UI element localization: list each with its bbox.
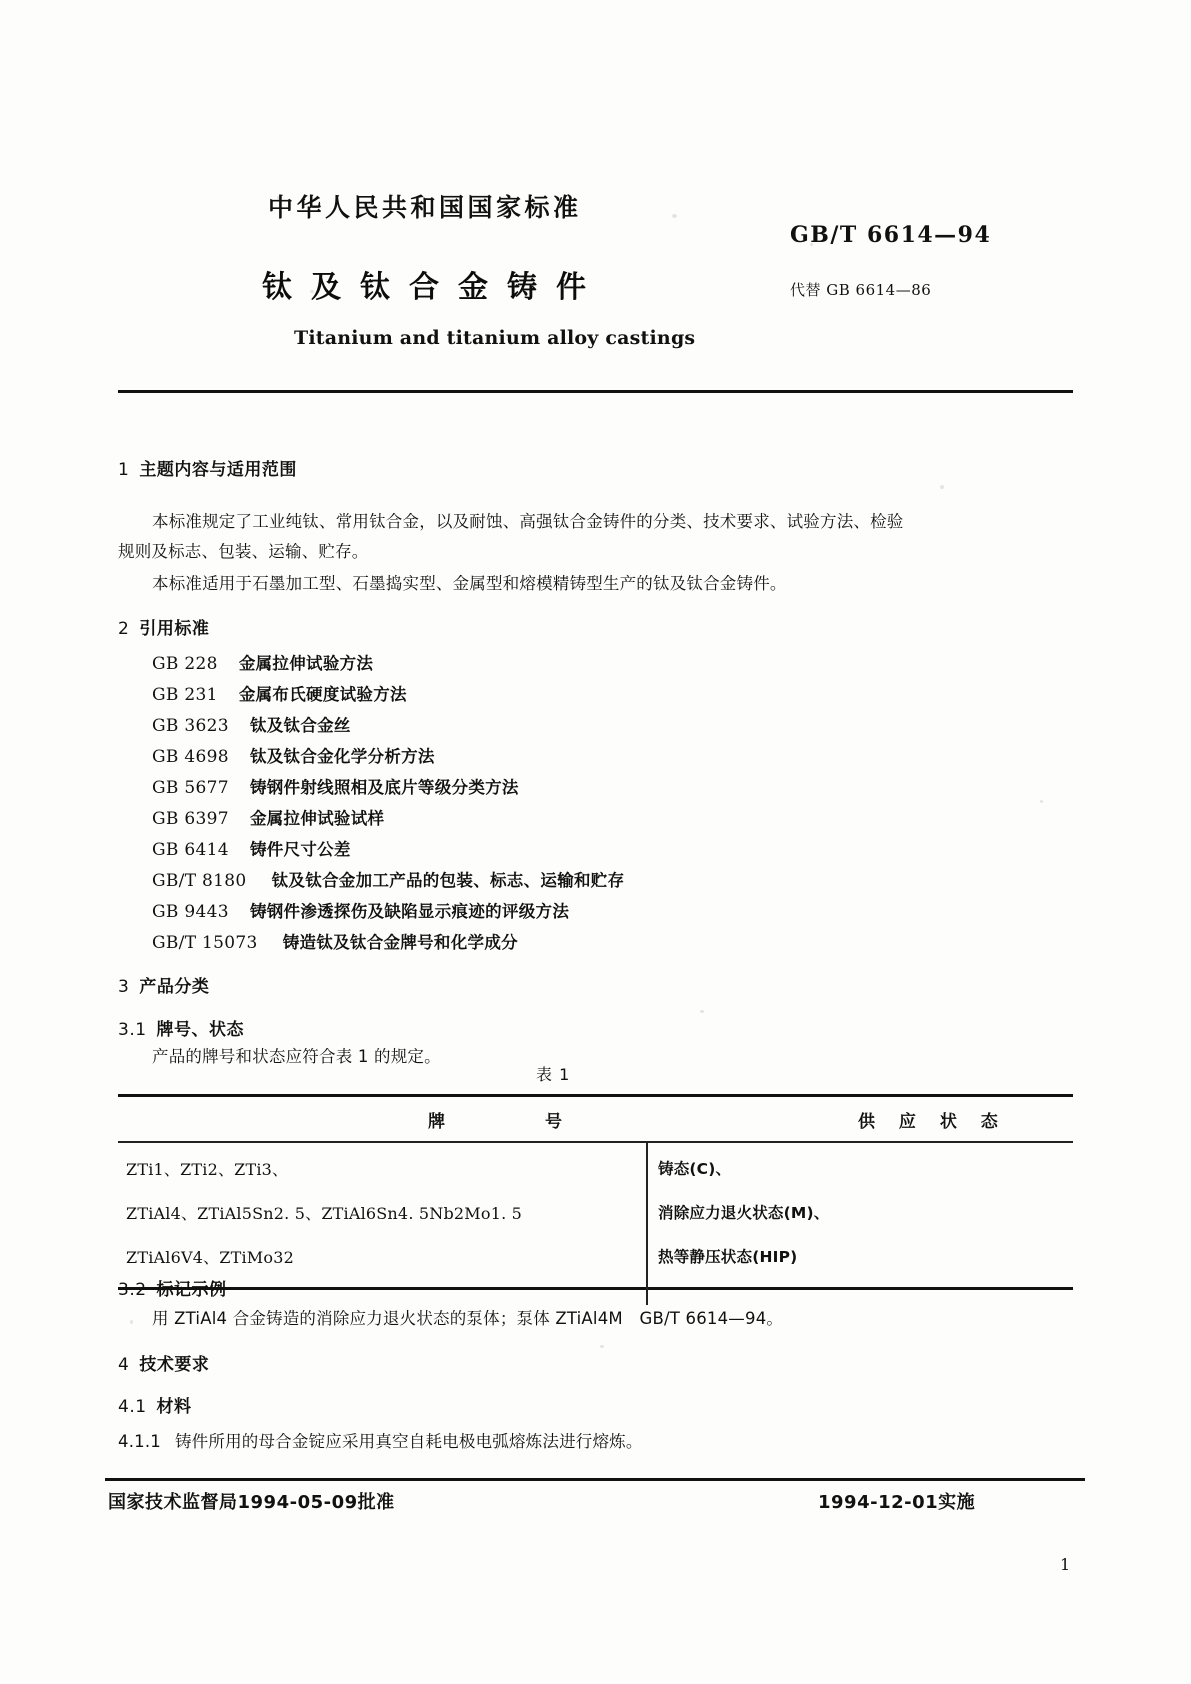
replaces-note: 代替 GB 6614—86 [790,281,932,299]
reference-code: GB 6414 [152,840,229,860]
scan-speck [600,1345,604,1348]
reference-code: GB 5677 [152,778,229,798]
section-number-3-2: 3.2 [118,1280,147,1300]
reference-item [152,650,373,674]
scan-speck [700,1010,704,1013]
section-title-3-2: 标记示例 [156,1280,227,1300]
reference-item [152,712,351,736]
reference-code: GB 6397 [152,809,229,829]
section3-2-paragraph: 用 ZTiAl4 合金铸造的消除应力退火状态的泵体；泵体 ZTiAl4M GB/T 6614—94。 [152,1309,784,1328]
reference-name: 金属拉伸试验方法 [238,654,374,673]
table-cell-state: 消除应力退火状态(M)、 [658,1203,830,1222]
reference-code: GB 3623 [152,716,229,736]
section-heading-4-1 [118,1392,192,1417]
implementation-date: 1994-12-01实施 [818,1492,976,1513]
page-title-english: Titanium and titanium alloy castings [294,327,696,349]
table-cell-grade: ZTiAl6V4、ZTiMo32 [126,1247,294,1267]
reference-item [152,929,518,953]
header-divider [118,390,1073,393]
section1-paragraph1-line1: 本标准规定了工业纯钛、常用钛合金，以及耐蚀、高强钛合金铸件的分类、技术要求、试验方法、检验 [152,512,904,531]
table1 [118,1094,1073,1290]
table-body [118,1143,1073,1267]
reference-item [152,681,407,705]
section-title-3-1: 牌号、状态 [156,1020,245,1040]
national-standard-label: 中华人民共和国国家标准 [268,193,582,222]
column-header-grade: 牌 号 [428,1112,584,1132]
section-heading-4 [118,1350,209,1375]
section-title-4: 技术要求 [139,1355,210,1375]
table1-caption: 表 1 [536,1065,571,1084]
reference-name: 钛及钛合金丝 [249,716,351,735]
scan-speck [672,214,677,218]
reference-item [152,774,519,798]
standard-number: GB/T 6614—94 [790,222,992,248]
scan-speck [1040,800,1043,803]
reference-name: 铸钢件射线照相及底片等级分类方法 [249,778,519,797]
approval-authority: 国家技术监督局1994-05-09批准 [108,1492,395,1513]
reference-name: 金属布氏硬度试验方法 [238,685,407,704]
section-number-4: 4 [118,1355,130,1375]
table-header-row [118,1097,1073,1141]
footer-divider [105,1478,1085,1481]
section-title-1: 主题内容与适用范围 [139,460,297,480]
section-number-4-1: 4.1 [118,1397,147,1417]
reference-code: GB 231 [152,685,218,705]
page-title: 钛及钛合金铸件 [262,270,605,305]
reference-item [152,805,384,829]
reference-code: GB 4698 [152,747,229,767]
section1-paragraph2: 本标准适用于石墨加工型、石墨捣实型、金属型和熔模精铸型生产的钛及钛合金铸件。 [152,574,787,593]
reference-code: GB 228 [152,654,218,674]
reference-item [152,898,569,922]
section1-paragraph1-line2: 规则及标志、包装、运输、贮存。 [118,542,369,561]
section-number-1: 1 [118,460,130,480]
section3-1-paragraph: 产品的牌号和状态应符合表 1 的规定。 [152,1047,441,1066]
reference-name: 铸钢件渗透探伤及缺陷显示痕迹的评级方法 [249,902,570,921]
scan-speck [130,1320,133,1324]
table-cell-state: 热等静压状态(HIP) [658,1247,798,1266]
section-number-3: 3 [118,977,130,997]
table-cell-grade: ZTi1、ZTi2、ZTi3、 [126,1159,289,1179]
section-heading-3-2 [118,1275,227,1300]
reference-code: GB 9443 [152,902,229,922]
section-title-3: 产品分类 [139,977,210,997]
reference-name: 铸件尺寸公差 [249,840,351,859]
section-number-3-1: 3.1 [118,1020,147,1040]
section-heading-2 [118,614,209,639]
scan-speck [940,485,944,489]
reference-item [152,743,435,767]
section4-1-1-paragraph [118,1428,643,1452]
table-column-divider [646,1143,648,1305]
reference-code: GB/T 8180 [152,871,247,891]
section-heading-1 [118,455,297,480]
reference-name: 铸造钛及钛合金牌号和化学成分 [282,933,518,952]
reference-item [152,836,351,860]
table-bottom-border [118,1287,1073,1290]
section-number-4-1-1: 4.1.1 [118,1432,161,1451]
reference-code: GB/T 15073 [152,933,258,953]
column-header-state: 供 应 状 态 [858,1112,1007,1132]
section-heading-3-1 [118,1015,244,1040]
reference-item [152,867,624,891]
section-title-2: 引用标准 [139,619,210,639]
page-number: 1 [1060,1555,1071,1574]
section-text-4-1-1: 铸件所用的母合金锭应采用真空自耗电极电弧熔炼法进行熔炼。 [174,1432,643,1451]
table-cell-grade: ZTiAl4、ZTiAl5Sn2. 5、ZTiAl6Sn4. 5Nb2Mo1. 5 [126,1203,523,1223]
section-heading-3 [118,972,209,997]
section-title-4-1: 材料 [156,1397,192,1417]
reference-name: 金属拉伸试验试样 [249,809,385,828]
reference-name: 钛及钛合金加工产品的包装、标志、运输和贮存 [271,871,625,890]
section-number-2: 2 [118,619,130,639]
table-cell-state: 铸态(C)、 [658,1159,732,1178]
reference-name: 钛及钛合金化学分析方法 [249,747,435,766]
